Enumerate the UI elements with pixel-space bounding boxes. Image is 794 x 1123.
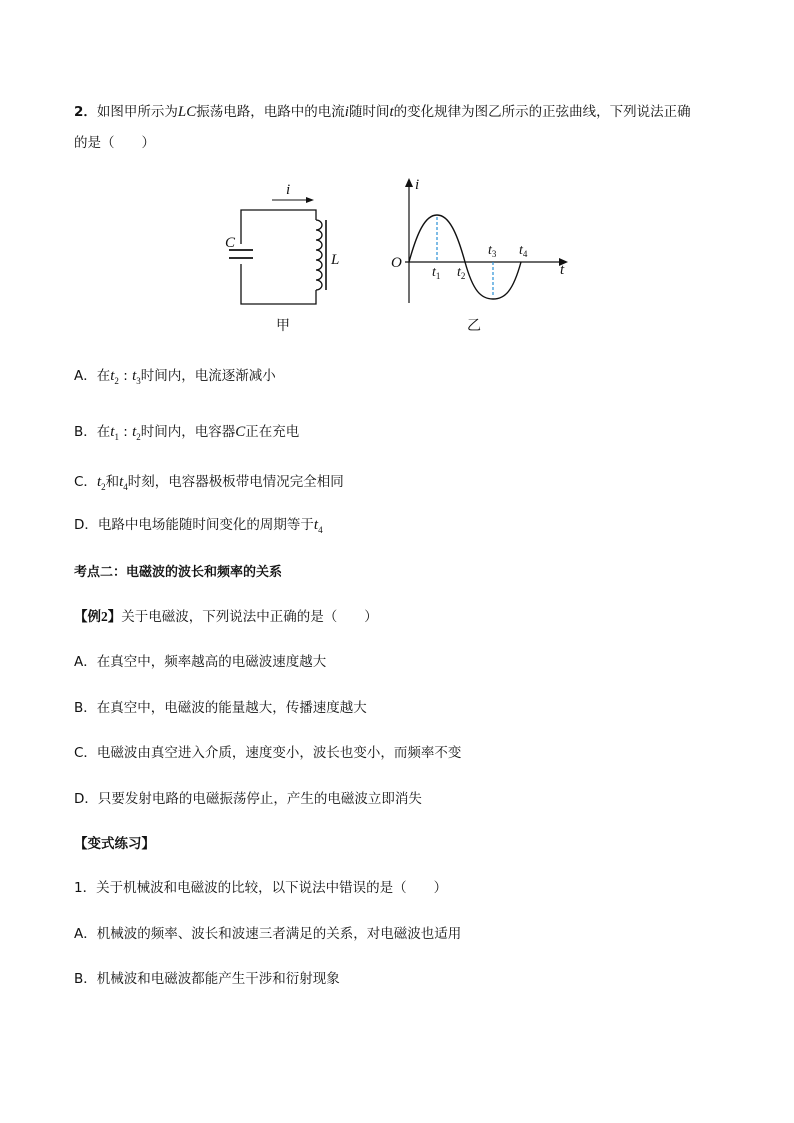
option-2c: C．$t_2$和$t_4$时刻，电容器极板带电情况完全相同 xyxy=(74,474,344,492)
practice-heading: 【变式练习】 xyxy=(74,836,155,852)
practice-option-a: A．机械波的频率、波长和波速三者满足的关系，对电磁波也适用 xyxy=(74,926,462,942)
option-2d: D．电路中电场能随时间变化的周期等于$t_4$ xyxy=(74,517,323,535)
tick-t4: $t_4$ xyxy=(519,243,528,259)
y-axis-arrow xyxy=(405,178,413,187)
var-i: i xyxy=(344,104,349,120)
example-2-stem: 【例2】关于电磁波，下列说法中正确的是（ ） xyxy=(74,609,378,625)
capacitor-label: C xyxy=(225,235,236,251)
figure-current-graph xyxy=(385,175,585,340)
inductor-label: L xyxy=(331,252,340,268)
question-number: 2． xyxy=(74,104,97,120)
question-text-a: 如图甲所示为 xyxy=(96,104,178,120)
example-2-option-d: D．只要发射电路的电磁振荡停止，产生的电磁波立即消失 xyxy=(74,791,422,807)
current-label: i xyxy=(286,182,291,198)
question-2-line2: 的是（ ） xyxy=(74,135,155,151)
question-text-b: 振荡电路，电路中的电流 xyxy=(196,104,345,120)
tick-t1: $t_1$ xyxy=(432,265,441,281)
circuit-wire-bottom xyxy=(241,264,316,304)
tick-t3: $t_3$ xyxy=(488,243,497,259)
sine-curve xyxy=(409,215,521,299)
practice-option-b: B．机械波和电磁波都能产生干涉和衍射现象 xyxy=(74,971,340,987)
practice-question-1: 1．关于机械波和电磁波的比较，以下说法中错误的是（ ） xyxy=(74,880,448,896)
section-heading: 考点二：电磁波的波长和频率的关系 xyxy=(74,565,283,580)
option-2a: A．在$t_2$ : $t_3$时间内，电流逐渐减小 xyxy=(74,368,276,386)
current-arrow-head xyxy=(306,197,314,203)
origin-label: O xyxy=(391,255,402,271)
lc-symbol: LC xyxy=(177,104,197,120)
question-text-c: 随时间 xyxy=(348,104,390,120)
y-axis-label: i xyxy=(415,177,420,193)
option-2b: B．在$t_1$ : $t_2$时间内，电容器C正在充电 xyxy=(74,424,300,442)
x-axis-label: t xyxy=(560,262,565,278)
figure-lc-circuit xyxy=(220,180,350,340)
example-2-option-a: A．在真空中，频率越高的电磁波速度越大 xyxy=(74,654,327,670)
question-text-d: 的变化规律为图乙所示的正弦曲线，下列说法正确 xyxy=(393,104,691,120)
figure-caption-yi: 乙 xyxy=(467,318,481,334)
example-2-option-b: B．在真空中，电磁波的能量越大，传播速度越大 xyxy=(74,700,367,716)
figure-caption-jia: 甲 xyxy=(276,318,290,334)
inductor-coil xyxy=(316,220,322,290)
circuit-wire xyxy=(241,210,316,244)
tick-t2: $t_2$ xyxy=(457,265,466,281)
example-2-option-c: C．电磁波由真空进入介质，速度变小，波长也变小，而频率不变 xyxy=(74,745,462,761)
var-t: t xyxy=(389,104,394,120)
question-2-line1 xyxy=(74,102,691,122)
